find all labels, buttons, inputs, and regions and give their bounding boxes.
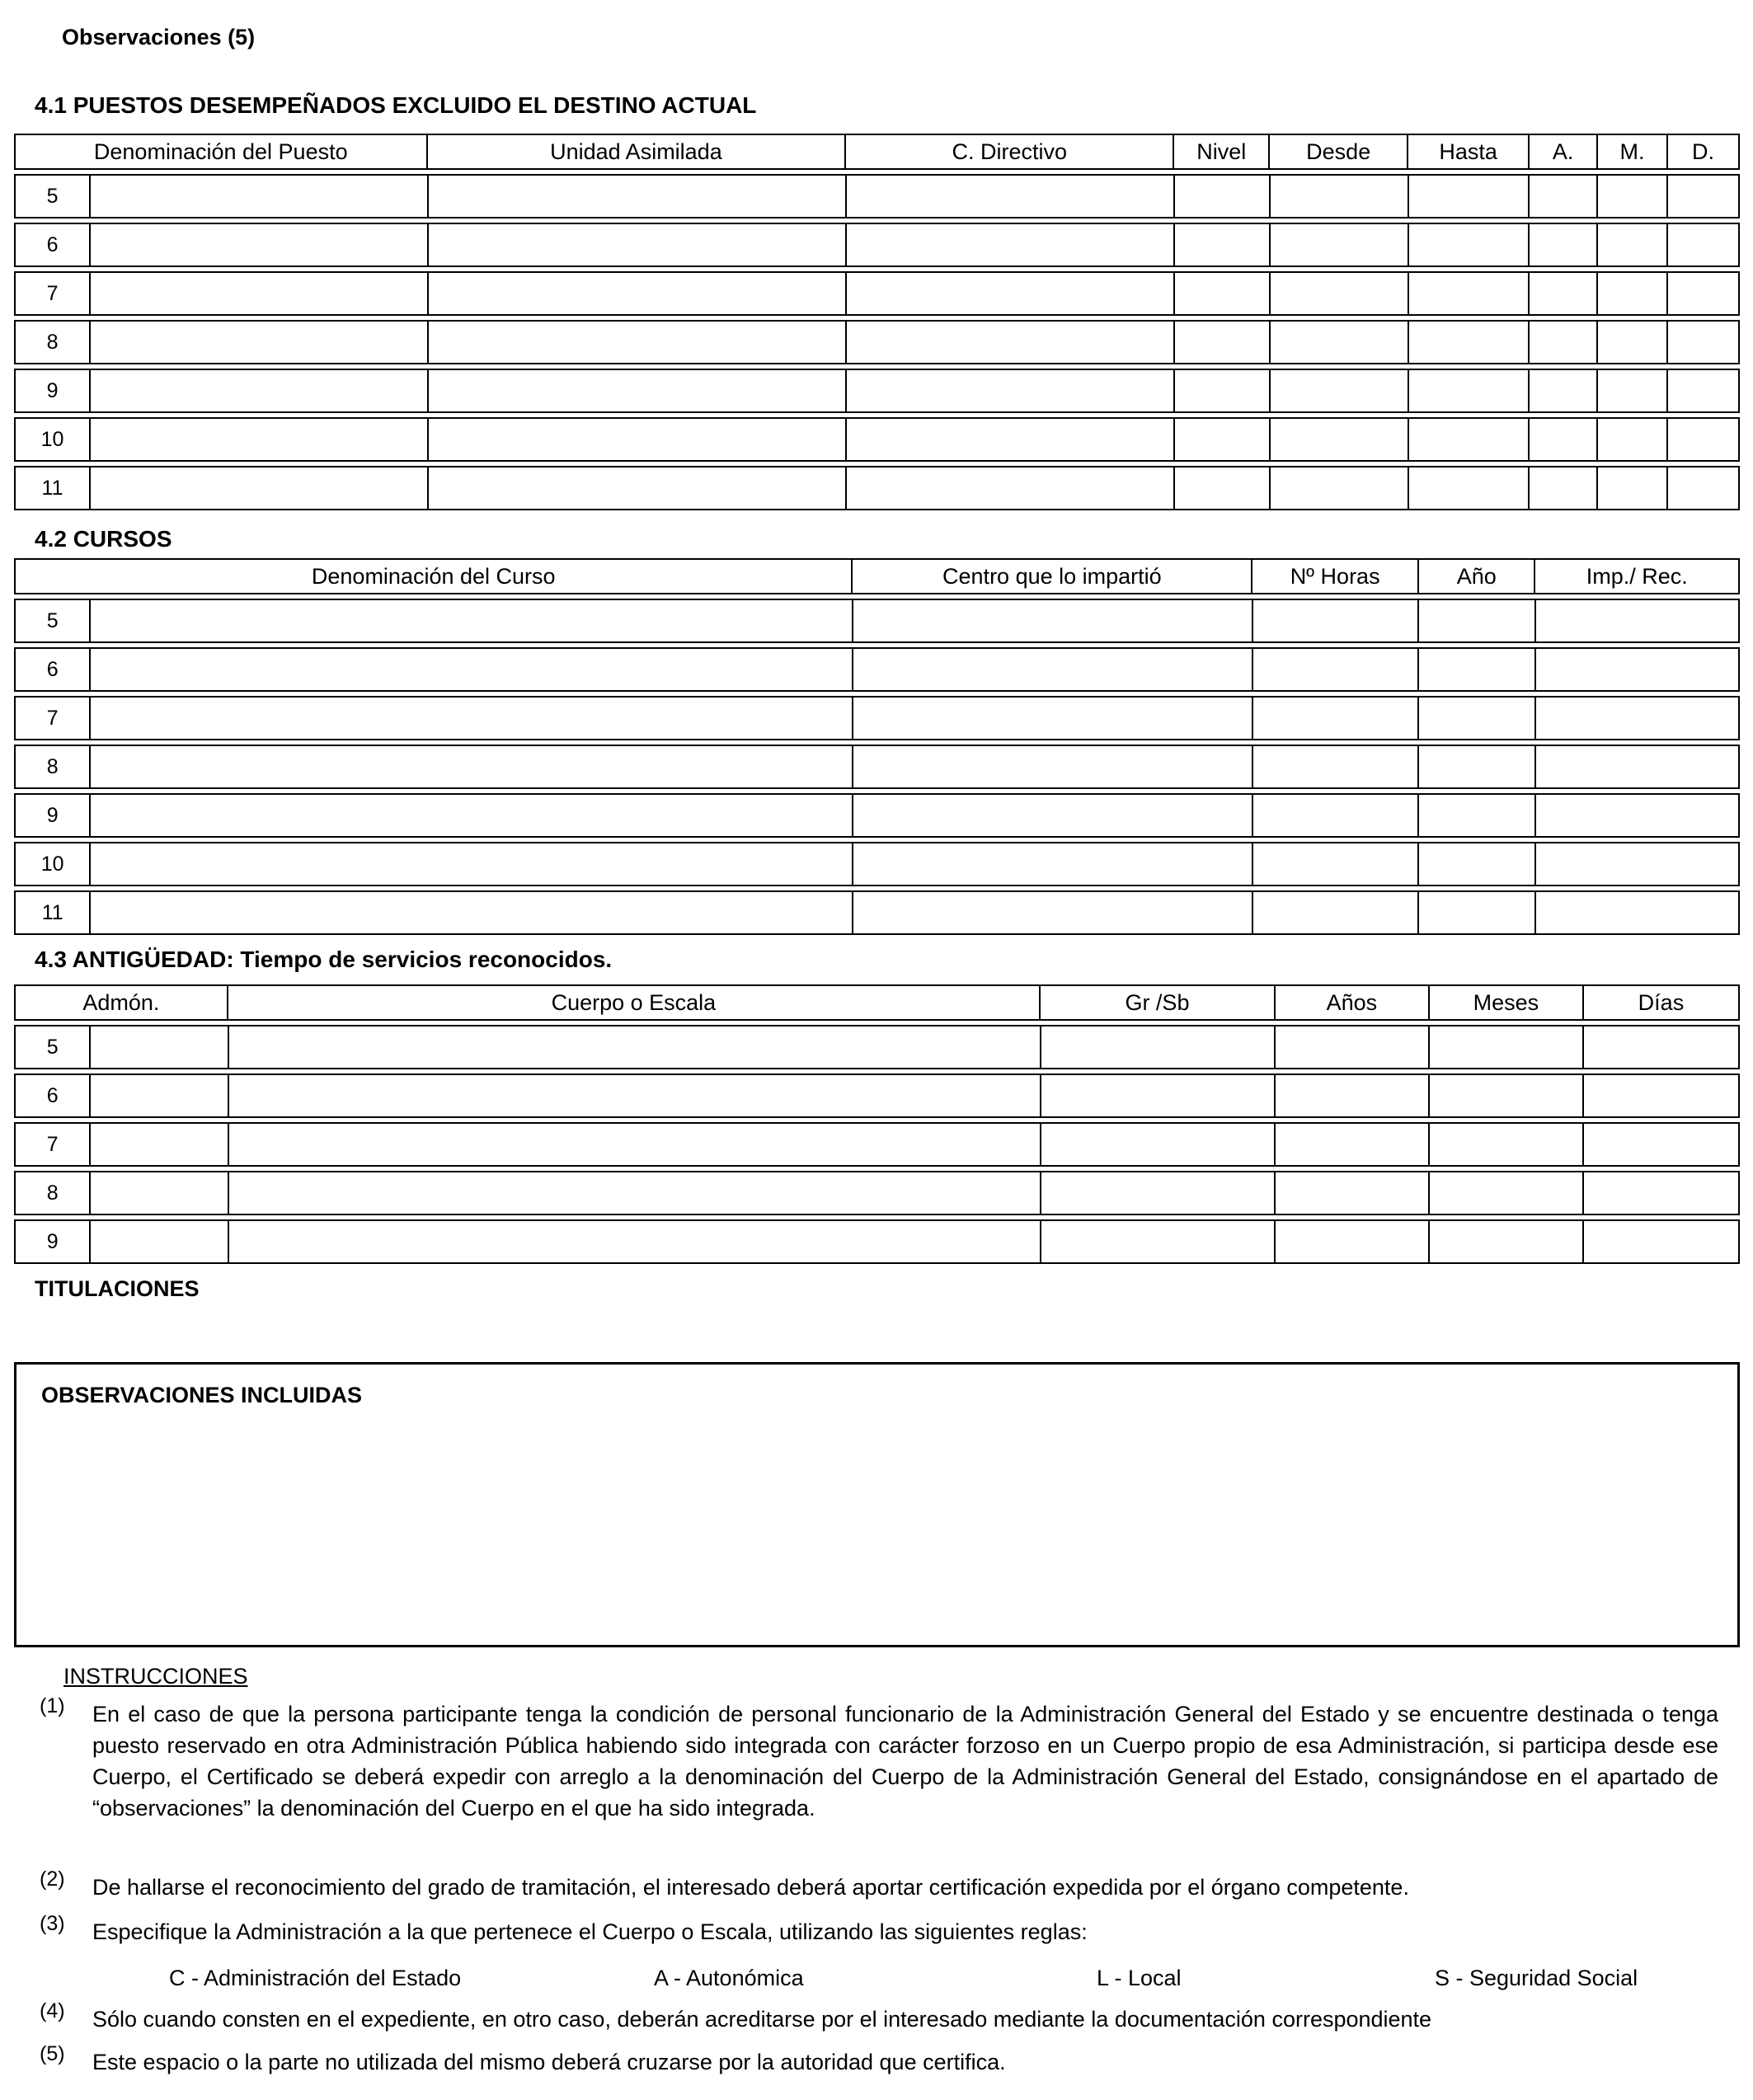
instrucciones-title: INSTRUCCIONES	[63, 1664, 248, 1689]
empty-field-cell[interactable]	[1409, 419, 1530, 460]
table-row	[14, 320, 1740, 364]
empty-field-cell[interactable]	[229, 1172, 1041, 1214]
empty-field-cell[interactable]	[1175, 224, 1271, 265]
instruction-text-3: Especifique la Administración a la que pertenece el Cuerpo o Escala, utilizando las siguientes reglas:	[92, 1919, 1088, 1944]
empty-field-cell[interactable]	[1598, 467, 1668, 509]
administration-codes-legend	[0, 1966, 1753, 1997]
empty-field-cell[interactable]	[1409, 273, 1530, 314]
empty-field-cell[interactable]	[1584, 1124, 1738, 1165]
table-row	[14, 696, 1740, 740]
empty-field-cell[interactable]	[847, 370, 1175, 411]
column-header-gr-sb: Gr /Sb	[1041, 986, 1276, 1019]
empty-field-cell[interactable]	[1419, 843, 1535, 885]
empty-field-cell[interactable]	[1598, 273, 1668, 314]
column-header-num-horas: Nº Horas	[1252, 560, 1419, 593]
empty-field-cell[interactable]	[91, 795, 853, 836]
instruction-marker-1: (1)	[40, 1694, 65, 1717]
empty-field-cell[interactable]	[1271, 370, 1409, 411]
empty-field-cell[interactable]	[1530, 176, 1598, 217]
empty-field-cell[interactable]	[1598, 370, 1668, 411]
empty-field-cell[interactable]	[1175, 370, 1271, 411]
row-number-cell: 7	[16, 1124, 91, 1165]
empty-field-cell[interactable]	[1271, 322, 1409, 363]
empty-field-cell[interactable]	[1253, 843, 1420, 885]
section-4-1-title: 4.1 PUESTOS DESEMPEÑADOS EXCLUIDO EL DESTINO ACTUAL	[35, 92, 757, 118]
row-number-cell: 8	[16, 322, 91, 363]
empty-field-cell[interactable]	[91, 370, 429, 411]
row-number-cell: 9	[16, 795, 91, 836]
instruction-item-4	[40, 1999, 1718, 2035]
empty-field-cell[interactable]	[1253, 746, 1420, 787]
empty-field-cell[interactable]	[91, 419, 429, 460]
row-number-cell: 9	[16, 1221, 91, 1262]
empty-field-cell[interactable]	[91, 1221, 229, 1262]
empty-field-cell[interactable]	[91, 746, 853, 787]
column-header-meses: Meses	[1430, 986, 1584, 1019]
empty-field-cell[interactable]	[91, 467, 429, 509]
empty-field-cell[interactable]	[1271, 419, 1409, 460]
empty-field-cell[interactable]	[1175, 176, 1271, 217]
table-row	[14, 271, 1740, 316]
empty-field-cell[interactable]	[1409, 322, 1530, 363]
observaciones-incluidas-label: OBSERVACIONES INCLUIDAS	[41, 1383, 363, 1407]
empty-field-cell[interactable]	[1175, 419, 1271, 460]
empty-field-cell[interactable]	[1175, 467, 1271, 509]
empty-field-cell[interactable]	[91, 224, 429, 265]
empty-field-cell[interactable]	[1536, 843, 1738, 885]
empty-field-cell[interactable]	[1584, 1221, 1738, 1262]
column-header-dias: Días	[1638, 989, 1685, 1015]
empty-field-cell[interactable]	[1271, 467, 1409, 509]
empty-field-cell[interactable]	[1276, 1221, 1430, 1262]
row-number-cell: 6	[16, 649, 91, 690]
row-number-cell: 5	[16, 1027, 91, 1068]
empty-field-cell[interactable]	[229, 1027, 1041, 1068]
empty-field-cell[interactable]	[1430, 1221, 1584, 1262]
empty-field-cell[interactable]	[1253, 795, 1420, 836]
empty-field-cell[interactable]	[1409, 370, 1530, 411]
instruction-marker-4: (4)	[40, 1999, 65, 2022]
empty-field-cell[interactable]	[1430, 1027, 1584, 1068]
section-4-3-title: 4.3 ANTIGÜEDAD: Tiempo de servicios reconocidos.	[35, 947, 613, 972]
empty-field-cell[interactable]	[1253, 698, 1420, 739]
empty-field-cell[interactable]	[1175, 273, 1271, 314]
empty-field-cell[interactable]	[429, 176, 847, 217]
empty-field-cell[interactable]	[1175, 322, 1271, 363]
legend-item-estado: C - Administración del Estado	[169, 1966, 462, 1990]
empty-field-cell[interactable]	[853, 795, 1252, 836]
empty-field-cell[interactable]	[847, 224, 1175, 265]
empty-field-cell[interactable]	[1276, 1027, 1430, 1068]
empty-field-cell[interactable]	[429, 322, 847, 363]
table-row	[14, 223, 1740, 267]
empty-field-cell[interactable]	[1430, 1124, 1584, 1165]
empty-field-cell[interactable]	[1041, 1172, 1276, 1214]
empty-field-cell[interactable]	[1276, 1172, 1430, 1214]
table-4-1-body	[14, 174, 1740, 510]
row-number-cell: 8	[16, 1172, 91, 1214]
empty-field-cell[interactable]	[229, 1124, 1041, 1165]
empty-field-cell[interactable]	[1419, 600, 1535, 641]
empty-field-cell[interactable]	[1271, 176, 1409, 217]
table-4-2-header-row	[14, 558, 1740, 594]
empty-field-cell[interactable]	[91, 600, 853, 641]
empty-field-cell[interactable]	[847, 322, 1175, 363]
empty-field-cell[interactable]	[1536, 795, 1738, 836]
instruction-item-1	[40, 1694, 1718, 1824]
empty-field-cell[interactable]	[1530, 224, 1598, 265]
table-row	[14, 890, 1740, 935]
column-header-unidad-asimilada: Unidad Asimilada	[428, 135, 847, 168]
empty-field-cell[interactable]	[1668, 224, 1738, 265]
empty-field-cell[interactable]	[853, 698, 1252, 739]
table-4-3-header-row	[14, 984, 1740, 1021]
empty-field-cell[interactable]	[1276, 1075, 1430, 1116]
table-row	[14, 1171, 1740, 1215]
table-4-1-puestos	[14, 134, 1740, 510]
empty-field-cell[interactable]	[1536, 600, 1738, 641]
column-header-desde: Desde	[1270, 135, 1408, 168]
empty-field-cell[interactable]	[1536, 746, 1738, 787]
legend-item-autonomica: A - Autonómica	[654, 1966, 804, 1990]
observaciones-label: Observaciones (5)	[62, 25, 256, 49]
empty-field-cell[interactable]	[1584, 1027, 1738, 1068]
empty-field-cell[interactable]	[91, 1027, 229, 1068]
column-header-m: M.	[1598, 135, 1668, 168]
empty-field-cell[interactable]	[91, 892, 853, 933]
row-number-cell: 8	[16, 746, 91, 787]
empty-field-cell[interactable]	[1409, 224, 1530, 265]
instruction-text-2: De hallarse el reconocimiento del grado de tramitación, el interesado deberá aportar certificación expedida por el órgano competente.	[92, 1875, 1409, 1900]
row-number-cell: 5	[16, 176, 91, 217]
table-row	[14, 417, 1740, 462]
column-header-ano: Año	[1419, 560, 1535, 593]
empty-field-cell[interactable]	[1668, 370, 1738, 411]
column-header-admon: Admón.	[16, 986, 228, 1019]
column-header-hasta: Hasta	[1408, 135, 1530, 168]
empty-field-cell[interactable]	[1598, 419, 1668, 460]
instruction-marker-3: (3)	[40, 1912, 65, 1935]
empty-field-cell[interactable]	[1530, 322, 1598, 363]
table-row	[14, 1025, 1740, 1069]
table-row	[14, 369, 1740, 413]
empty-field-cell[interactable]	[1041, 1027, 1276, 1068]
table-4-1-header-row	[14, 134, 1740, 170]
table-4-2-body	[14, 599, 1740, 935]
row-number-cell: 11	[16, 892, 91, 933]
titulaciones-label: TITULACIONES	[35, 1276, 200, 1301]
instruction-text-4: Sólo cuando consten en el expediente, en otro caso, deberán acreditarse por el interesado mediante la documentación correspondiente	[92, 2007, 1432, 2032]
empty-field-cell[interactable]	[91, 698, 853, 739]
table-row	[14, 1219, 1740, 1264]
section-4-2-title: 4.2 CURSOS	[35, 526, 172, 552]
empty-field-cell[interactable]	[1530, 273, 1598, 314]
empty-field-cell[interactable]	[1409, 176, 1530, 217]
row-number-cell: 10	[16, 419, 91, 460]
empty-field-cell[interactable]	[429, 419, 847, 460]
table-row	[14, 1073, 1740, 1118]
empty-field-cell[interactable]	[847, 419, 1175, 460]
empty-field-cell[interactable]	[1419, 746, 1535, 787]
column-header-nivel: Nivel	[1174, 135, 1270, 168]
observaciones-incluidas-box	[14, 1362, 1740, 1647]
empty-field-cell[interactable]	[853, 649, 1252, 690]
empty-field-cell[interactable]	[91, 322, 429, 363]
empty-field-cell[interactable]	[91, 843, 853, 885]
column-header-c-directivo: C. Directivo	[846, 135, 1174, 168]
empty-field-cell[interactable]	[1409, 467, 1530, 509]
row-number-cell: 6	[16, 224, 91, 265]
empty-field-cell[interactable]	[847, 467, 1175, 509]
empty-field-cell[interactable]	[1668, 322, 1738, 363]
column-header-d: D.	[1692, 139, 1714, 164]
empty-field-cell[interactable]	[429, 467, 847, 509]
empty-field-cell[interactable]	[1584, 1172, 1738, 1214]
empty-field-cell[interactable]	[1598, 224, 1668, 265]
empty-field-cell[interactable]	[1536, 698, 1738, 739]
empty-field-cell[interactable]	[91, 1172, 229, 1214]
empty-field-cell[interactable]	[429, 224, 847, 265]
empty-field-cell[interactable]	[1041, 1124, 1276, 1165]
column-header-a: A.	[1530, 135, 1598, 168]
table-4-3-body	[14, 1025, 1740, 1264]
empty-field-cell[interactable]	[1668, 419, 1738, 460]
table-4-3-antiguedad	[14, 984, 1740, 1264]
instruction-item-5	[40, 2042, 1718, 2078]
empty-field-cell[interactable]	[229, 1075, 1041, 1116]
column-header-imp-rec: Imp./ Rec.	[1586, 563, 1688, 589]
table-row	[14, 647, 1740, 692]
table-row	[14, 745, 1740, 789]
row-number-cell: 9	[16, 370, 91, 411]
empty-field-cell[interactable]	[847, 273, 1175, 314]
empty-field-cell[interactable]	[1530, 419, 1598, 460]
empty-field-cell[interactable]	[847, 176, 1175, 217]
empty-field-cell[interactable]	[1276, 1124, 1430, 1165]
empty-field-cell[interactable]	[1584, 1075, 1738, 1116]
table-row	[14, 1122, 1740, 1167]
instruction-marker-5: (5)	[40, 2042, 65, 2065]
empty-field-cell[interactable]	[1419, 649, 1535, 690]
table-row	[14, 842, 1740, 886]
table-row	[14, 174, 1740, 218]
instruction-text-5: Este espacio o la parte no utilizada del mismo deberá cruzarse por la autoridad que certifica.	[92, 2050, 1006, 2074]
empty-field-cell[interactable]	[1668, 176, 1738, 217]
empty-field-cell[interactable]	[1536, 892, 1738, 933]
empty-field-cell[interactable]	[1419, 892, 1535, 933]
empty-field-cell[interactable]	[91, 176, 429, 217]
empty-field-cell[interactable]	[1668, 273, 1738, 314]
legend-item-local: L - Local	[1097, 1966, 1182, 1990]
empty-field-cell[interactable]	[229, 1221, 1041, 1262]
legend-item-seguridad-social: S - Seguridad Social	[1435, 1966, 1638, 1990]
empty-field-cell[interactable]	[1668, 467, 1738, 509]
empty-field-cell[interactable]	[1430, 1075, 1584, 1116]
empty-field-cell[interactable]	[1530, 370, 1598, 411]
empty-field-cell[interactable]	[1598, 176, 1668, 217]
empty-field-cell[interactable]	[91, 649, 853, 690]
empty-field-cell[interactable]	[1536, 649, 1738, 690]
column-header-centro-impartio: Centro que lo impartió	[853, 560, 1252, 593]
empty-field-cell[interactable]	[1419, 795, 1535, 836]
empty-field-cell[interactable]	[1530, 467, 1598, 509]
empty-field-cell[interactable]	[853, 843, 1252, 885]
empty-field-cell[interactable]	[1430, 1172, 1584, 1214]
table-row	[14, 793, 1740, 838]
table-row	[14, 466, 1740, 510]
instruction-item-3	[40, 1912, 1718, 1947]
column-header-denominacion-puesto: Denominación del Puesto	[16, 135, 428, 168]
empty-field-cell[interactable]	[91, 273, 429, 314]
column-header-cuerpo-escala: Cuerpo o Escala	[228, 986, 1041, 1019]
empty-field-cell[interactable]	[1253, 600, 1420, 641]
observaciones-fill-area[interactable]	[18, 1422, 1736, 1643]
column-header-anos: Años	[1276, 986, 1430, 1019]
instruction-item-2	[40, 1867, 1718, 1903]
empty-field-cell[interactable]	[853, 746, 1252, 787]
row-number-cell: 11	[16, 467, 91, 509]
row-number-cell: 7	[16, 273, 91, 314]
empty-field-cell[interactable]	[1598, 322, 1668, 363]
empty-field-cell[interactable]	[1253, 649, 1420, 690]
instruction-text-1: En el caso de que la persona participante tenga la condición de personal funcionario de la Administración General del Estado y se encuentre destinada o tenga puesto reservado en otra Administración Pública habiendo sido integrada con carácter forzoso en un Cuerpo propio de esa Administración, si participa desde ese Cuerpo, el Certificado se deberá expedir con arreglo a la denominación del Cuerpo de la Administración General del Estado, consignándose en el apartado de “observaciones” la denominación del Cuerpo en el que ha sido integrada.	[92, 1702, 1718, 1820]
column-header-denominacion-curso: Denominación del Curso	[16, 560, 853, 593]
table-4-2-cursos	[14, 558, 1740, 935]
empty-field-cell[interactable]	[1041, 1075, 1276, 1116]
empty-field-cell[interactable]	[1419, 698, 1535, 739]
row-number-cell: 5	[16, 600, 91, 641]
empty-field-cell[interactable]	[1253, 892, 1420, 933]
empty-field-cell[interactable]	[429, 370, 847, 411]
empty-field-cell[interactable]	[429, 273, 847, 314]
table-row	[14, 599, 1740, 643]
empty-field-cell[interactable]	[1041, 1221, 1276, 1262]
row-number-cell: 7	[16, 698, 91, 739]
row-number-cell: 6	[16, 1075, 91, 1116]
empty-field-cell[interactable]	[1271, 224, 1409, 265]
empty-field-cell[interactable]	[853, 892, 1252, 933]
empty-field-cell[interactable]	[853, 600, 1252, 641]
row-number-cell: 10	[16, 843, 91, 885]
empty-field-cell[interactable]	[1271, 273, 1409, 314]
instruction-marker-2: (2)	[40, 1867, 65, 1891]
empty-field-cell[interactable]	[91, 1075, 229, 1116]
empty-field-cell[interactable]	[91, 1124, 229, 1165]
